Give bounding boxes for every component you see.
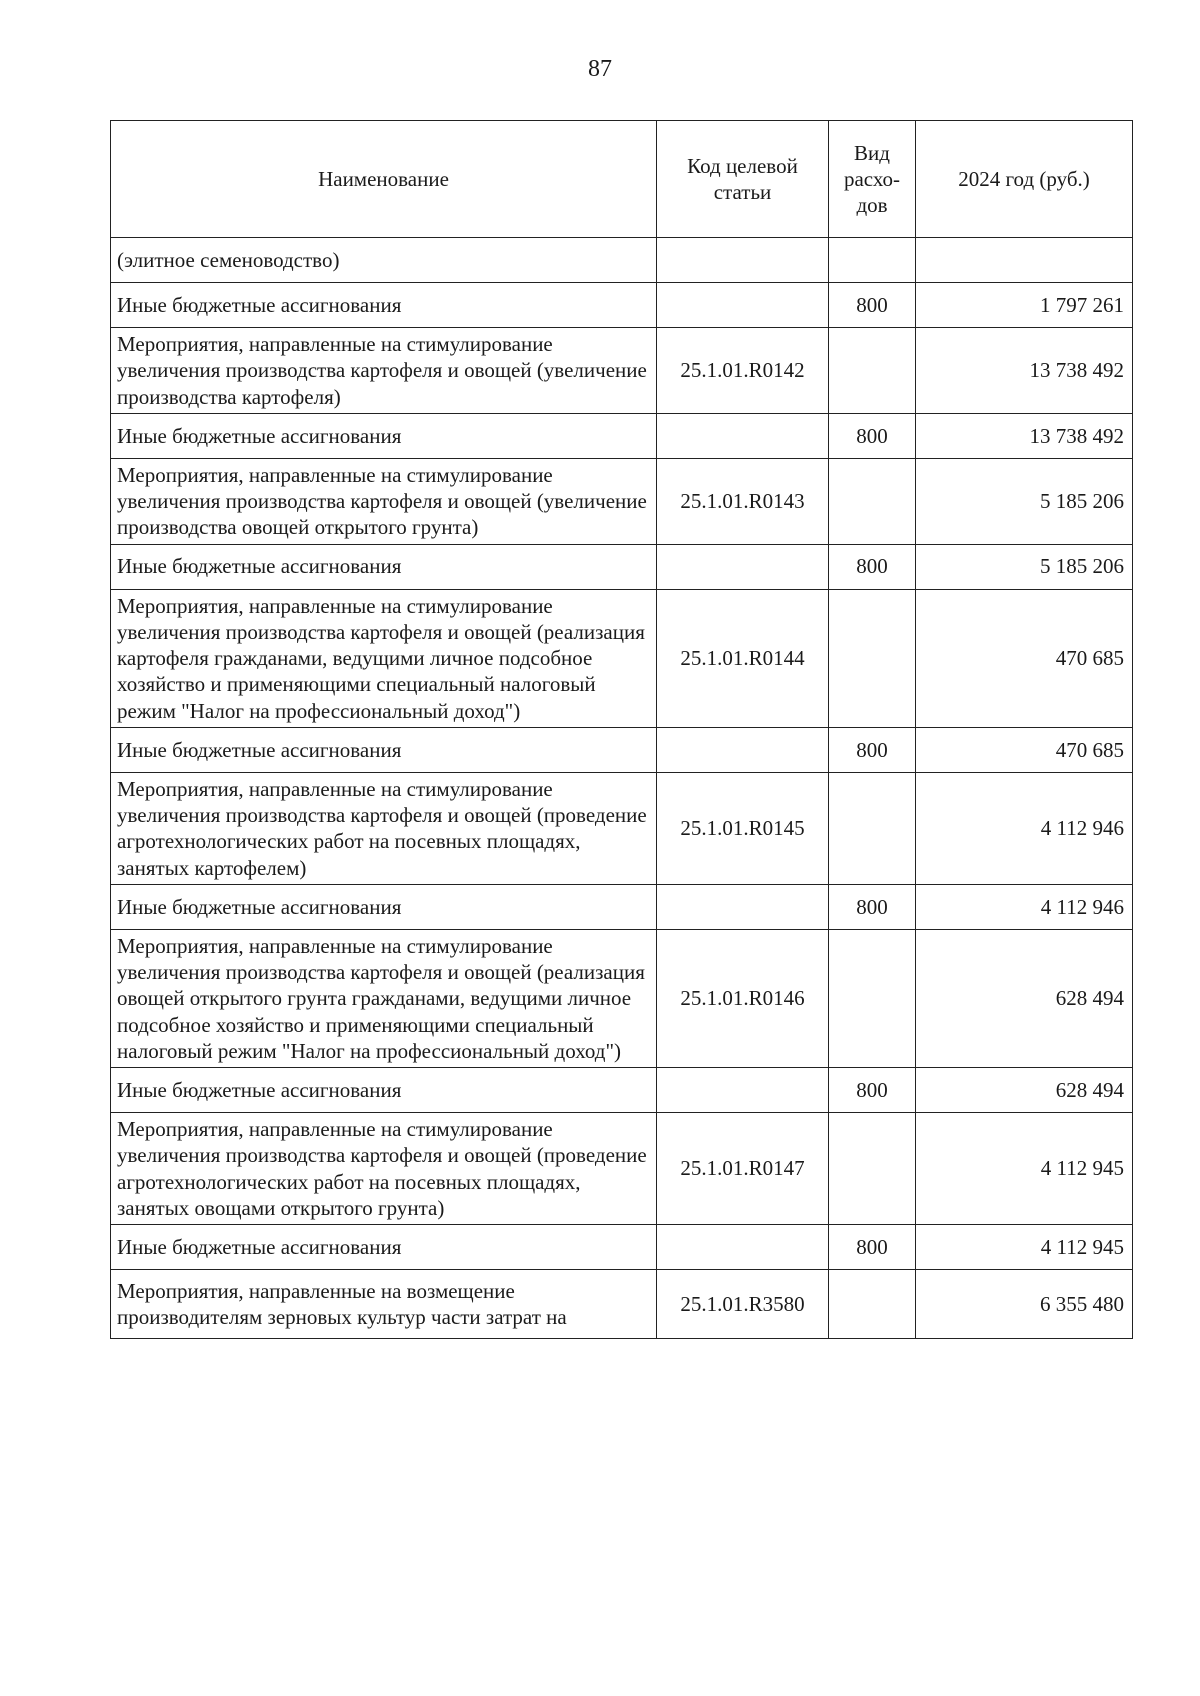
row-code <box>657 283 829 328</box>
row-expense-type: 800 <box>829 727 916 772</box>
row-expense-type: 800 <box>829 544 916 589</box>
table-header-row <box>111 121 1133 238</box>
row-amount: 4 112 946 <box>916 772 1133 884</box>
row-code: 25.1.01.R0146 <box>657 929 829 1067</box>
row-code: 25.1.01.R0142 <box>657 328 829 414</box>
row-name: Иные бюджетные ассигнования <box>111 727 657 772</box>
row-expense-type <box>829 328 916 414</box>
header-code: Код целевой статьи <box>657 121 829 238</box>
row-amount: 5 185 206 <box>916 458 1133 544</box>
row-name: Мероприятия, направленные на стимулирование увеличения производства картофеля и овощей (проведение агротехнологических работ на посевных площадях, занятых картофелем) <box>111 772 657 884</box>
row-code: 25.1.01.R0144 <box>657 589 829 727</box>
row-code <box>657 544 829 589</box>
row-expense-type: 800 <box>829 1068 916 1113</box>
row-name: (элитное семеноводство) <box>111 238 657 283</box>
row-amount: 1 797 261 <box>916 283 1133 328</box>
row-name: Мероприятия, направленные на стимулирование увеличения производства картофеля и овощей (реализация овощей открытого грунта гражданами, ведущими личное подсобное хозяйство и применяющими специальный налоговый режим "Налог на профессиональный доход") <box>111 929 657 1067</box>
table-row <box>111 1068 1133 1113</box>
table-row <box>111 458 1133 544</box>
table-row <box>111 727 1133 772</box>
row-expense-type: 800 <box>829 413 916 458</box>
row-amount: 628 494 <box>916 1068 1133 1113</box>
row-code: 25.1.01.R0147 <box>657 1113 829 1225</box>
row-name: Мероприятия, направленные на стимулирование увеличения производства картофеля и овощей (проведение агротехнологических работ на посевных площадях, занятых овощами открытого грунта) <box>111 1113 657 1225</box>
row-code: 25.1.01.R3580 <box>657 1270 829 1339</box>
row-amount: 628 494 <box>916 929 1133 1067</box>
row-expense-type <box>829 238 916 283</box>
row-expense-type <box>829 589 916 727</box>
row-name: Мероприятия, направленные на стимулирование увеличения производства картофеля и овощей (увеличение производства овощей открытого грунта) <box>111 458 657 544</box>
row-amount <box>916 238 1133 283</box>
row-code: 25.1.01.R0145 <box>657 772 829 884</box>
row-amount: 6 355 480 <box>916 1270 1133 1339</box>
row-amount: 470 685 <box>916 727 1133 772</box>
header-amount-2024: 2024 год (руб.) <box>916 121 1133 238</box>
row-code <box>657 1068 829 1113</box>
row-expense-type: 800 <box>829 1225 916 1270</box>
row-amount: 13 738 492 <box>916 328 1133 414</box>
table-row <box>111 589 1133 727</box>
row-code <box>657 413 829 458</box>
table-row <box>111 328 1133 414</box>
table-row <box>111 238 1133 283</box>
row-code: 25.1.01.R0143 <box>657 458 829 544</box>
row-code <box>657 1225 829 1270</box>
row-name: Иные бюджетные ассигнования <box>111 413 657 458</box>
row-code <box>657 884 829 929</box>
header-expense-type: Вид расхо-дов <box>829 121 916 238</box>
row-code <box>657 727 829 772</box>
table-row <box>111 929 1133 1067</box>
row-expense-type <box>829 1113 916 1225</box>
header-name: Наименование <box>111 121 657 238</box>
table-row <box>111 544 1133 589</box>
table-row <box>111 1225 1133 1270</box>
row-amount: 470 685 <box>916 589 1133 727</box>
row-expense-type: 800 <box>829 283 916 328</box>
row-name: Иные бюджетные ассигнования <box>111 884 657 929</box>
table-row <box>111 413 1133 458</box>
table-row <box>111 884 1133 929</box>
row-name: Мероприятия, направленные на стимулирование увеличения производства картофеля и овощей (реализация картофеля гражданами, ведущими личное подсобное хозяйство и применяющими специальный налоговый режим "Налог на профессиональный доход") <box>111 589 657 727</box>
row-amount: 4 112 946 <box>916 884 1133 929</box>
table-row <box>111 283 1133 328</box>
row-code <box>657 238 829 283</box>
budget-table <box>110 120 1133 1339</box>
row-expense-type <box>829 929 916 1067</box>
row-amount: 4 112 945 <box>916 1113 1133 1225</box>
table-row <box>111 1113 1133 1225</box>
row-name: Мероприятия, направленные на возмещение производителям зерновых культур части затрат на <box>111 1270 657 1339</box>
row-amount: 13 738 492 <box>916 413 1133 458</box>
row-expense-type: 800 <box>829 884 916 929</box>
row-amount: 4 112 945 <box>916 1225 1133 1270</box>
page-number: 87 <box>588 56 612 82</box>
row-name: Иные бюджетные ассигнования <box>111 1068 657 1113</box>
row-expense-type <box>829 1270 916 1339</box>
table-row <box>111 1270 1133 1339</box>
row-name: Иные бюджетные ассигнования <box>111 544 657 589</box>
row-name: Иные бюджетные ассигнования <box>111 283 657 328</box>
row-name: Мероприятия, направленные на стимулирование увеличения производства картофеля и овощей (увеличение производства картофеля) <box>111 328 657 414</box>
row-expense-type <box>829 458 916 544</box>
table-row <box>111 772 1133 884</box>
row-name: Иные бюджетные ассигнования <box>111 1225 657 1270</box>
row-amount: 5 185 206 <box>916 544 1133 589</box>
row-expense-type <box>829 772 916 884</box>
